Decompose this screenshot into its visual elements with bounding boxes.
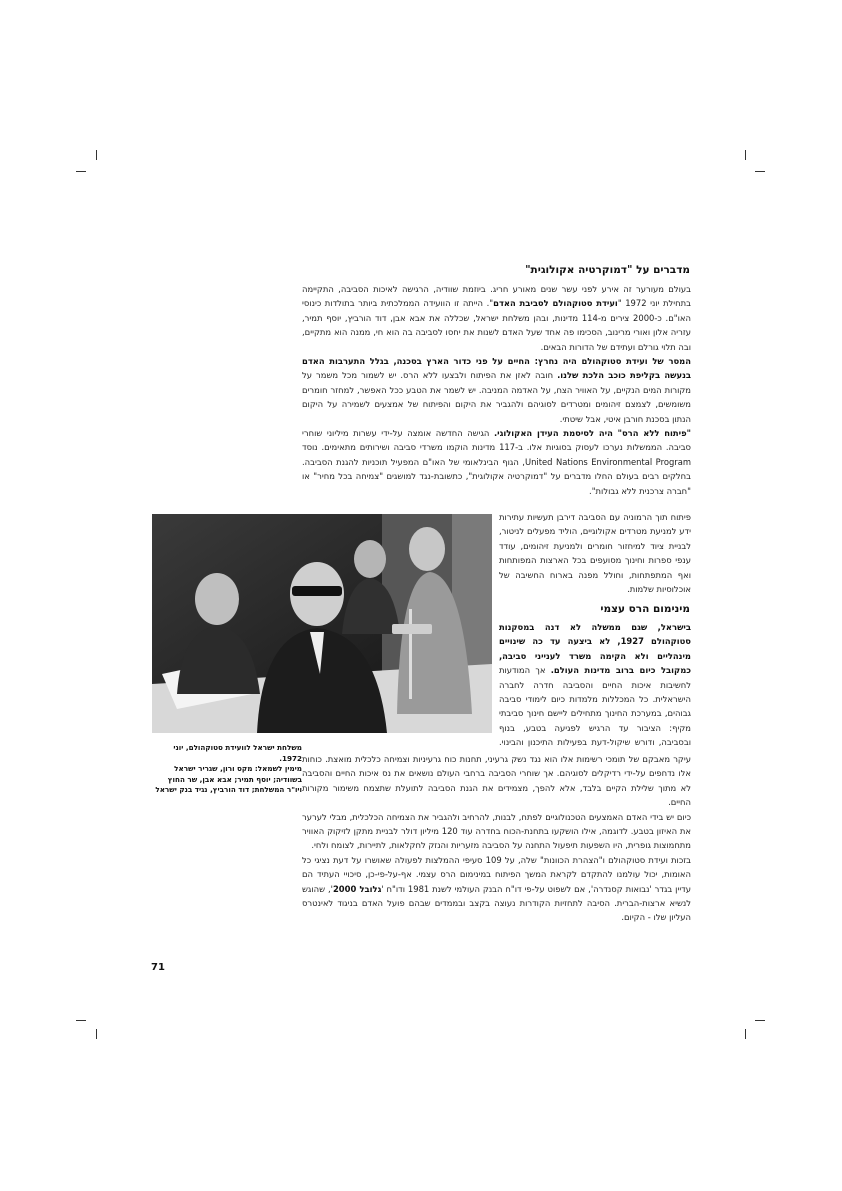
- delegation-photo: [152, 514, 492, 733]
- paragraph: בישראל, שגם ממשלה לא דנה במסקנות סטוקהולם 1927, לא ביצעה עד כה שינויים מינהליים ולא הקימה משרד לענייני סביבה, כמקובל כיום ברוב מדינות העולם. אך המודעות לחשיבות איכות החיים והסביבה חדרה לחברה הישראלית. כל המכללות מלמדות כיום לימודי סביבה גבוהים, במערכת החינוך מתחילים ליישם חינוך סביבתי מקיף: הציבור עד הרגיש לפגיעה בטבע, בנוף ובסביבה, ודורש שיקול-דעת בפעילות התיכנון והבינוי.: [499, 622, 691, 748]
- caption-title: משלחת ישראל לוועידת סטוקהולם, יוני 1972.: [173, 743, 302, 763]
- photo-caption: [152, 743, 302, 796]
- crop-mark: [745, 1029, 746, 1039]
- crop-mark: [76, 171, 86, 172]
- page-number: 71: [151, 962, 165, 973]
- crop-mark: [745, 150, 746, 160]
- crop-mark: [96, 150, 97, 160]
- article-column-top: [302, 282, 691, 498]
- article-column-side-2: [499, 620, 691, 750]
- crop-mark: [755, 1020, 765, 1021]
- paragraph: כיום יש בידי האדם האמצעים הטכנולוגיים לפתח, לבנות, להרחיב ולהגביר את הצמיחה הכלכלית, מבלי לערער את האיזון בטבע. לדוגמה, אילו הושקעו בתחנת-הכוח בחדרה עוד 120 מיליון דולר לבניית מתקן לזיקוק האוויר מתחמוצות גופרית, היו השפעות תיפעול התחנה על הסביבה מזעריות והנזק לחקלאות, לתיירות, לצומח ולחי.: [302, 811, 691, 851]
- section-heading: מינימום הרס עצמי: [600, 603, 690, 615]
- caption-names: מימין לשמאל: מקס ורון, שגריר ישראל בשוודיה; יוסף תמיר; אבא אבן, שר החוץ ויו"ר המשלחת; דוד הורביץ, נגיד בנק ישראל: [155, 764, 302, 795]
- crop-mark: [76, 1020, 86, 1021]
- paragraph: בעולם מעורער זה אירע לפני עשר שנים מאורע חריג. ביוזמת שוודיה, הרגישה לאיכות הסביבה, התקיימה בתחילת יוני 1972 "ועידת סטוקהולם לסביבת האדם". הייתה זו הוועידה הממלכתית ביותר בתולדות כינוסי האו"ם. כ-2000 צירים מ-114 מדינות, ובהן משלחת ישראל, שכללה את אבא אבן, דוד הורביץ, יוסף תמיר, עזריה אלון ואורי מרינוב, הסכימו פה אחד שעל האדם לשנות את יחסו לסביבה בה הוא חי, ממנה הוא מתקיים, ובה תלוי גורלם ועתידם של הדורות הבאים.: [302, 284, 691, 352]
- article-column-side: [499, 510, 691, 596]
- paragraph: "פיתוח ללא הרס" היה לסיסמת העידן האקולוגי. הגישה החדשה אומצה על-ידי עשרות מיליוני שוחרי סביבה. הממשלות נערכו לעסוק בסוגיות אלו. ב-117 מדינות הוקמו משרדי סביבה ושירותים מתאימים. נוסד United Nations Environmental Program, הגוף הבינלאומי של האו"ם המפעיל תוכניות להגנת הסביבה. בחלקים רבים בעולם החלו מדברים על "דמוקרטיה אקולוגית", כתשובת-נגד למושגים "צמיחה בכל מחיר" או "חברה צרכנית ללא גבולות".: [302, 428, 692, 496]
- article-column-bottom: [302, 752, 691, 925]
- paragraph: עיקר מאבקם של תומכי רשימות אלו הוא נגד נשק גרעיני, תחנות כוח גרעיניות וצמיחה כלכלית מואצת. כוחות אלו נדחפים על-ידי רדיקלים לסוגיהם. אך שוחרי הסביבה ברחבי העולם נושאים את נס איכות החיים והסביבה לא מתוך שלילת הקיים בלבד, אלא להפך, מצמידים את הגנת הסביבה לתועלת שתצמח משימור מקורות החיים.: [302, 754, 691, 808]
- crop-mark: [755, 171, 765, 172]
- paragraph: המסר של ועידת סטוקהולם היה נחרץ: החיים על פני כדור הארץ בסכנה, בגלל התערבות האדם בנעשה בקליפת כוכב הלכת שלנו. חובה לאזן את הפיתוח ולבצעו ללא הרס. יש לשמור מכל משמר על מקורות המים הנקיים, על האוויר הצח, על האדמה המניבה. יש לשמר את הטבע ככל האפשר, למחזר חומרים משומשים, לצמצם זיהומים ומטרדים לסוגיהם ולהגביר את היקום והפיתוח של אמצעים לשמירה על היקום הנתון בסכנת חורבן איטי, אבל שיטתי.: [302, 356, 691, 424]
- photo-illustration: [152, 514, 492, 733]
- crop-mark: [96, 1029, 97, 1039]
- paragraph: פיתוח תוך הרמוניה עם הסביבה דירבן תעשיות עתירות ידע למניעת מטרדים אקולוגיים, הוליד מפעלים לניטור, לבניית ציוד למיחזור חומרים ולמניעת זיהומים, עודד ענפי ספרות וחינוך מסועפים בכל הארצות המפותחות ואף המתפתחות, וחולל מפנה בארוח החשיבה של אוכלוסיות שלמות.: [499, 512, 691, 595]
- paragraph: בזכות ועידת סטוקהולם ו"הצהרת הכוונות" שלה, על 109 סעיפי ההמלצות לפעולה שאושרו על דעת נציגי כל האומות, יכול עולמנו להתקדם לקראת המשך הפיתוח במינימום הרס עצמי. אף-על-פי-כן, סיכויי העתיד הם עדיין בגדר 'נבואות קסנדרה', אם לשפוט על-פי דו"ח הבנק העולמי לשנת 1981 ודו"ח 'גלובל 2000', שהוגש לנשיא ארצות-הברית. הסיבה לתחזיות הקודרות נעוצה בקצב ובממדים שבהם פועל האדם בניגוד לאינטרס העליון שלו - הקיום.: [302, 854, 692, 923]
- section-heading: מדברים על "דמוקרטיה אקולוגית": [525, 264, 690, 276]
